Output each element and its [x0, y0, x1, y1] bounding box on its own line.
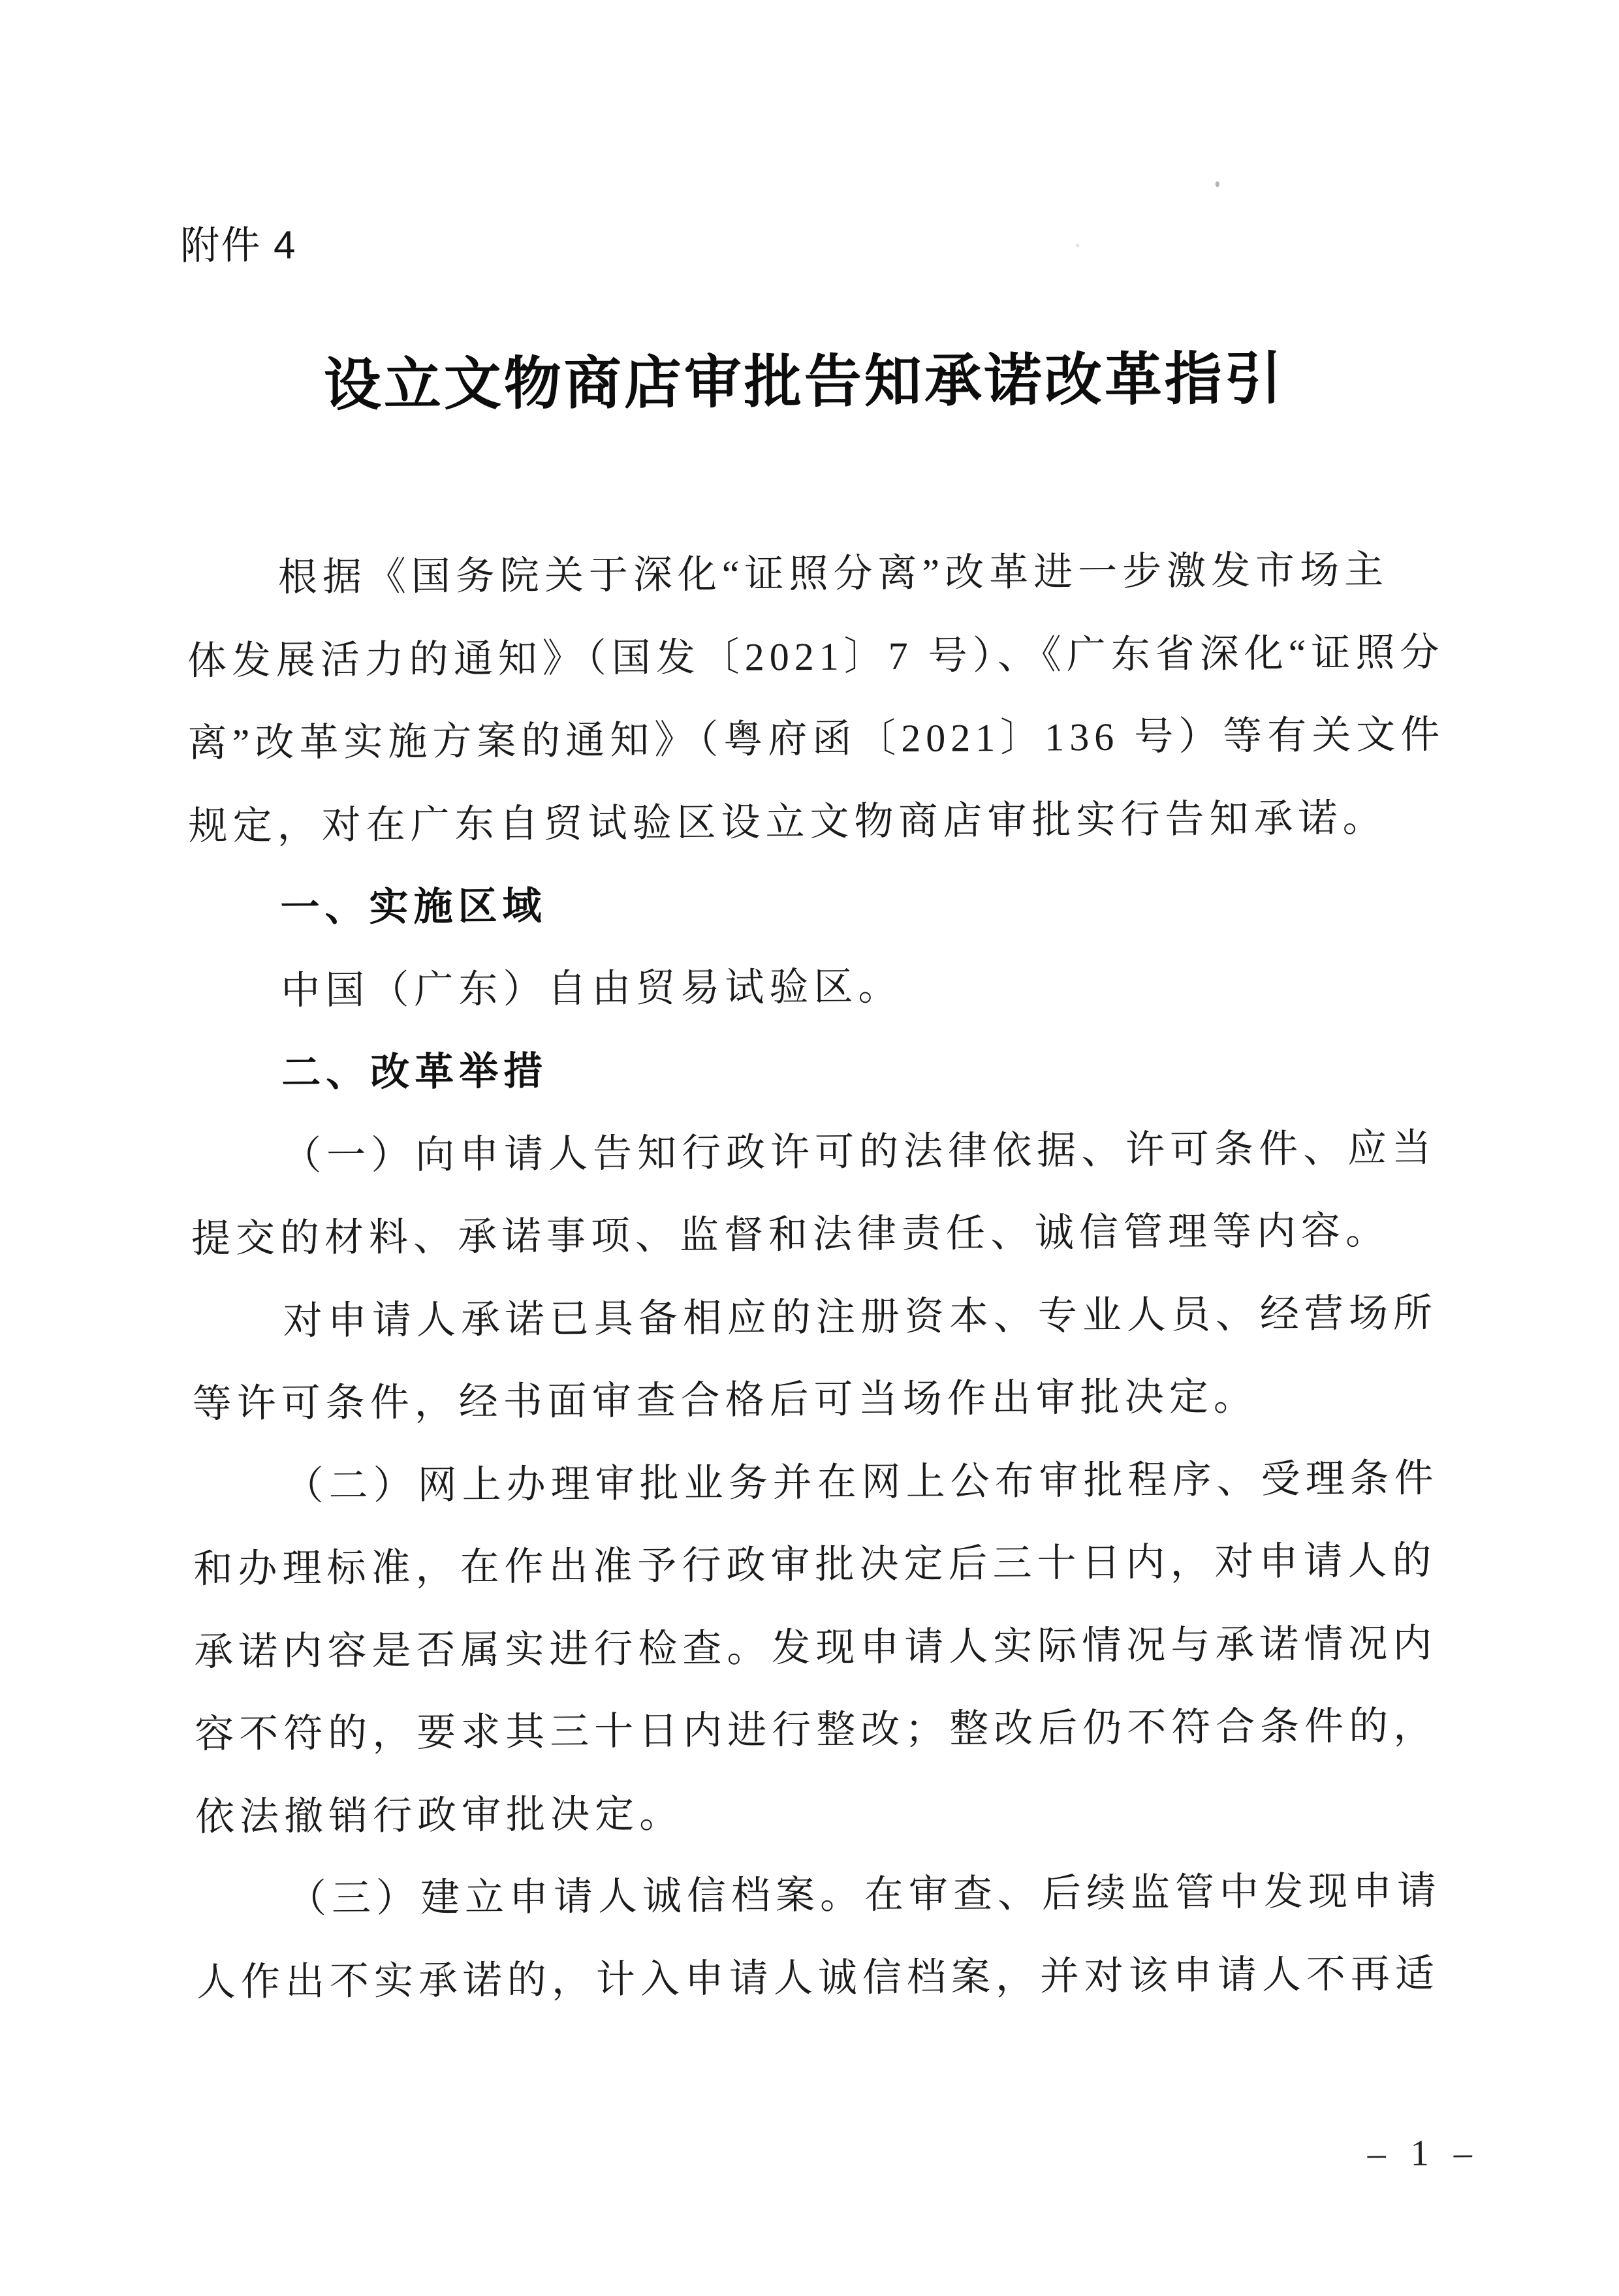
text-line: 离”改革实施方案的通知》（粤府函〔2021〕136 号）等有关文件	[187, 713, 1445, 765]
section-heading: 一、实施区域	[280, 883, 547, 930]
scan-speck	[1076, 244, 1079, 247]
text-line: 体发展活力的通知》（国发〔2021〕7 号）、《广东省深化“证照分	[187, 630, 1445, 683]
text-line: 对申请人承诺已具备相应的注册资本、专业人员、经营场所	[283, 1291, 1438, 1343]
text-line: 依法撤销行政审批决定。	[195, 1791, 684, 1839]
document-title: 设立文物商店审批告知承诺改革指引	[323, 347, 1285, 418]
text-line: 人作出不实承诺的，计入申请人诚信档案，并对该申请人不再适	[196, 1951, 1440, 2004]
text-line: 根据《国务院关于深化“证照分离”改革进一步激发市场主	[277, 548, 1389, 599]
page-number: – 1 –	[1367, 2132, 1481, 2175]
text-line: 提交的材料、承诺事项、监督和法律责任、诚信管理等内容。	[191, 1208, 1391, 1261]
text-line: 容不符的，要求其三十日内进行整改；整改后仍不符合条件的，	[195, 1704, 1438, 1756]
text-line: （一）向申请人告知行政许可的法律依据、许可条件、应当	[281, 1125, 1437, 1178]
text-line: （二）网上办理审批业务并在网上公布审批程序、受理条件	[284, 1456, 1439, 1508]
text-line: 等许可条件，经书面审查合格后可当场作出审批决定。	[192, 1375, 1258, 1426]
attachment-label: 附件 4	[180, 223, 297, 268]
text-line: 中国（广东）自由贸易试验区。	[281, 964, 903, 1013]
text-line: 规定，对在广东自贸试验区设立文物商店审批实行告知承诺。	[188, 796, 1387, 848]
scan-speck	[1216, 181, 1219, 187]
section-heading: 二、改革举措	[281, 1048, 548, 1095]
text-line: （三）建立申请人诚信档案。在审查、后续监管中发现申请	[287, 1869, 1442, 1921]
text-line: 和办理标准，在作出准予行政审批决定后三十日内，对申请人的	[193, 1539, 1437, 1591]
text-line: 承诺内容是否属实进行检查。发现申请人实际情况与承诺情况内	[194, 1621, 1438, 1674]
document-body	[186, 528, 1447, 2023]
